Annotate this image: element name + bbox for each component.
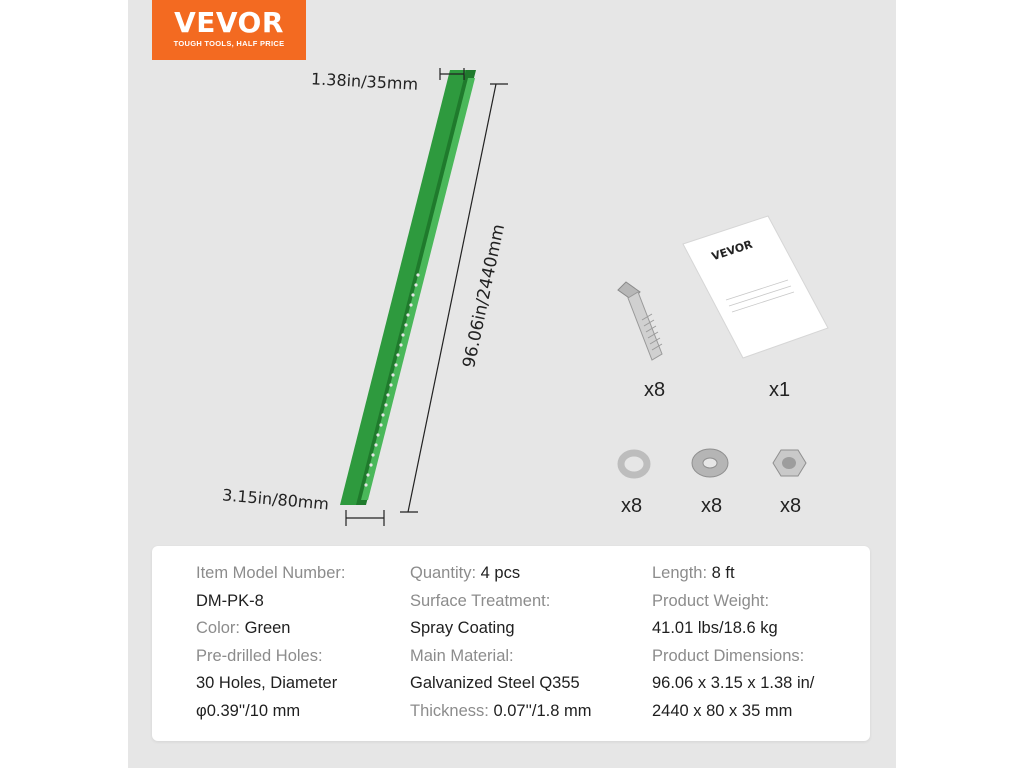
weight-label: Product Weight: — [652, 591, 770, 610]
logo-brand: VEVOR — [174, 6, 284, 39]
material-value: Galvanized Steel Q355 — [410, 674, 580, 692]
length-row — [652, 560, 814, 588]
quantity-row — [410, 560, 591, 588]
weight-value: 41.01 lbs/18.6 kg — [652, 619, 778, 637]
logo-tagline: TOUGH TOOLS, HALF PRICE — [173, 39, 285, 48]
sign-post — [340, 70, 476, 505]
dimensions-value-line1: 96.06 x 3.15 x 1.38 in/ — [652, 674, 815, 692]
lock-washer-quantity: x8 — [621, 495, 643, 517]
specifications-card — [152, 546, 870, 741]
color-value: Green — [244, 619, 291, 637]
product-image-canvas — [128, 0, 896, 768]
hex-nut-icon — [773, 450, 806, 476]
thickness-label: Thickness: — [410, 701, 489, 720]
flat-washer-icon — [692, 449, 728, 477]
flat-washer-quantity: x8 — [701, 495, 723, 517]
color-label: Color: — [196, 619, 241, 637]
model-value: DM-PK-8 — [196, 591, 264, 610]
quantity-value: 4 pcs — [480, 564, 521, 582]
lock-washer-icon — [621, 453, 647, 475]
holes-value-line1: 30 Holes, Diameter — [196, 674, 338, 692]
width-top-label: 1.38in/35mm — [310, 69, 419, 94]
spec-column-1 — [196, 560, 345, 725]
thickness-value: 0.07''/1.8 mm — [493, 701, 592, 720]
length-label: 96.06in/2440mm — [459, 222, 510, 370]
dimensions-label: Product Dimensions: — [652, 646, 805, 665]
bolt-quantity: x8 — [644, 379, 666, 401]
nut-quantity: x8 — [780, 495, 802, 517]
thickness-row — [410, 698, 591, 726]
manual-icon — [683, 216, 828, 358]
length-spec-value: 8 ft — [711, 564, 735, 582]
bolt-icon — [618, 282, 662, 360]
surface-label: Surface Treatment: — [410, 591, 551, 610]
material-label: Main Material: — [410, 646, 514, 665]
manual-quantity: x1 — [769, 379, 791, 401]
model-label: Item Model Number: — [196, 564, 346, 582]
surface-value: Spray Coating — [410, 619, 515, 637]
spec-column-3 — [652, 560, 814, 725]
holes-label: Pre-drilled Holes: — [196, 646, 323, 665]
width-bottom-label: 3.15in/80mm — [221, 485, 330, 514]
holes-value-line2: φ0.39''/10 mm — [196, 701, 301, 720]
length-spec-label: Length: — [652, 564, 708, 582]
dimensions-value-line2: 2440 x 80 x 35 mm — [652, 701, 793, 720]
quantity-label: Quantity: — [410, 564, 477, 582]
manual-brand: VEVOR — [710, 237, 755, 264]
spec-column-2 — [410, 560, 591, 725]
color-row — [196, 615, 345, 643]
